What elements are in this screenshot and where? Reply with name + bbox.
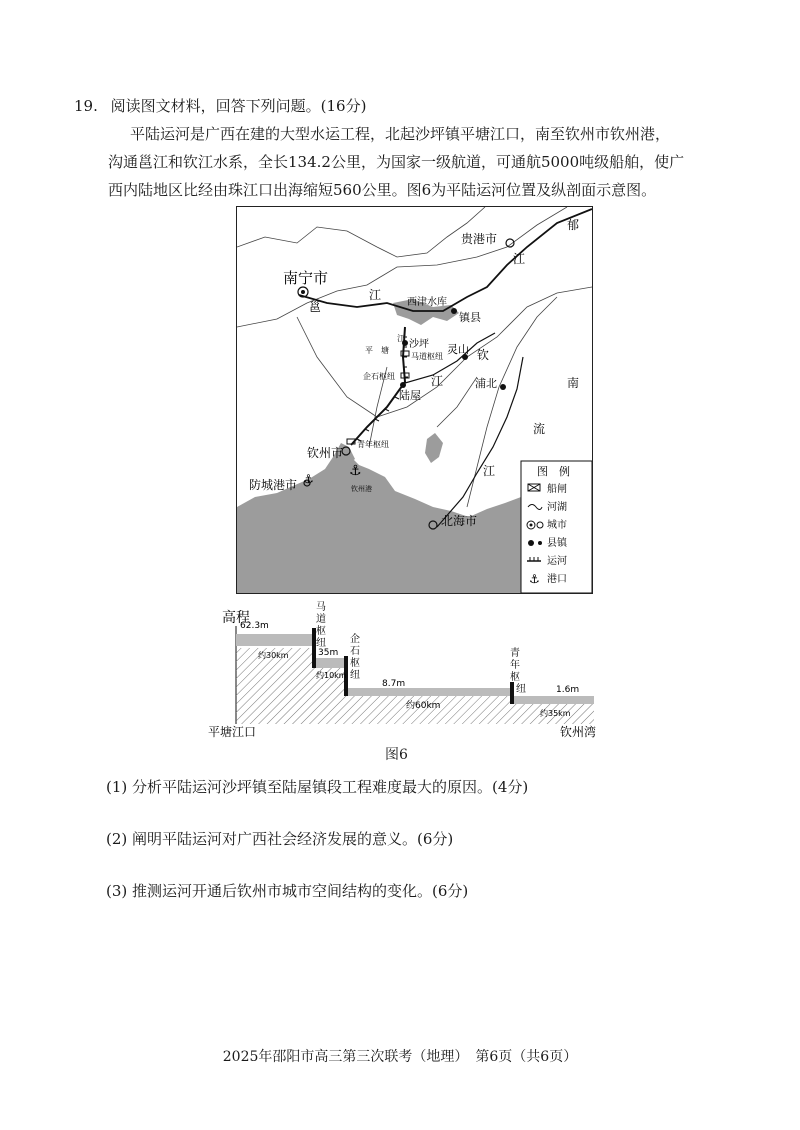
- legend-town-icon: [528, 540, 534, 546]
- qingnian-hub-label: 青年枢纽: [357, 440, 389, 449]
- qingnian-char-2: 年: [510, 660, 520, 671]
- madao-hub-label: 马道枢纽: [411, 352, 443, 361]
- legend-river-label: 河湖: [547, 502, 567, 513]
- legend-port-icon: ⚓: [529, 572, 540, 586]
- qishi-char-1: 企: [350, 634, 360, 645]
- figure-caption: 图6: [385, 747, 408, 763]
- dist-3: 约60km: [406, 701, 441, 711]
- fangchenggang-label: 防城港市: [249, 478, 298, 492]
- question-intro: 阅读图文材料，回答下列问题。(16分): [110, 97, 367, 115]
- guigang-label: 贵港市: [461, 232, 498, 246]
- port-anchor-icon: ⚓: [349, 463, 362, 479]
- tang-char: 塘: [381, 346, 389, 355]
- zhenxian-label: 镇县: [459, 311, 481, 324]
- yong-char: 邕: [309, 300, 322, 314]
- port-label: 钦州港: [351, 485, 372, 493]
- qingnian-wall: [510, 682, 514, 704]
- material-line-3: 西内陆地区比经由珠江口出海缩短560公里。图6为平陆运河位置及纵剖面示意图。: [108, 181, 657, 199]
- sub-question-3: (3) 推测运河开通后钦州市城市空间结构的变化。(6分): [106, 882, 469, 900]
- qishi-char-4: 纽: [350, 670, 360, 681]
- map-legend: [521, 461, 592, 593]
- fcg-anchor-icon: ⚓: [303, 472, 314, 486]
- water-step-4: [512, 696, 594, 704]
- ping-char: 平: [365, 346, 373, 355]
- legend-canal-label: 运河: [547, 556, 567, 567]
- elev-1: 62.3m: [240, 621, 269, 631]
- profile-svg: [206, 598, 606, 738]
- question-header: [74, 95, 366, 116]
- madao-char-3: 枢: [316, 626, 326, 637]
- pingtang-jiang-char: 江: [397, 334, 405, 343]
- nanliu-jiang-char: 江: [483, 464, 496, 478]
- lingshan-label: 灵山: [447, 343, 469, 356]
- canal-line: [351, 327, 405, 445]
- sub-question-2: (2) 阐明平陆运河对广西社会经济发展的意义。(6分): [106, 830, 454, 848]
- legend-port-label: 港口: [547, 574, 567, 585]
- location-map: [236, 206, 593, 594]
- material-line-2: 沟通邕江和钦江水系，全长134.2公里，为国家一级航道，可通航5000吨级船舶，使广: [108, 153, 685, 171]
- qingnian-char-4: 纽: [516, 684, 526, 695]
- yong-jiang-char: 江: [369, 288, 382, 302]
- dist-2: 约10km: [316, 671, 347, 680]
- water-step-3: [346, 688, 512, 696]
- qinzhou-label: 钦州市: [307, 446, 344, 460]
- pubei-marker: [500, 384, 506, 390]
- qishi-hub-label: 企石枢纽: [363, 372, 395, 381]
- elev-4: 1.6m: [556, 685, 580, 695]
- luwu-label: 陆屋: [399, 389, 421, 402]
- madao-char-4: 纽: [316, 638, 326, 649]
- nanning-label: 南宁市: [283, 269, 329, 287]
- beihai-label: 北海市: [441, 514, 478, 528]
- qin-jiang-char: 江: [431, 374, 444, 388]
- legend-city-label: 城市: [547, 520, 567, 531]
- qingnian-char-1: 青: [510, 648, 520, 659]
- pubei-label: 浦北: [475, 377, 497, 390]
- water-step-2: [314, 658, 346, 668]
- island: [425, 433, 443, 463]
- profile-start-label: 平塘江口: [208, 725, 257, 738]
- dist-4: 约35km: [540, 709, 571, 718]
- qishi-char-2: 石: [350, 646, 360, 657]
- page-footer: 2025年邵阳市高三第三次联考（地理） 第6页（共6页）: [222, 1049, 578, 1065]
- legend-town-label: 县镇: [547, 538, 567, 549]
- dist-1: 约30km: [258, 651, 289, 660]
- reservoir-label: 西津水库: [407, 297, 447, 308]
- question-number: 19.: [74, 97, 98, 115]
- qishi-char-3: 枢: [350, 658, 360, 669]
- nanliu-nan-char: 南: [567, 376, 580, 390]
- profile-ylabel: 高程: [222, 610, 250, 626]
- canal-profile: [206, 598, 606, 738]
- material-line-1: 平陆运河是广西在建的大型水运工程，北起沙坪镇平塘江口，南至钦州市钦州港，: [130, 125, 671, 143]
- legend-title: 图 例: [537, 465, 570, 478]
- map-svg: [237, 207, 592, 593]
- qin-char: 钦: [477, 348, 490, 362]
- water-step-1: [236, 634, 314, 646]
- madao-char-1: 马: [316, 602, 326, 613]
- madao-char-2: 道: [316, 614, 326, 625]
- elev-2: 35m: [318, 648, 339, 658]
- yu-jiang-char: 江: [513, 252, 526, 266]
- yu-char: 郁: [567, 218, 580, 232]
- nanliu-liu-char: 流: [533, 422, 546, 436]
- luwu-marker: [400, 382, 406, 388]
- shaping-label: 沙坪: [409, 339, 429, 350]
- profile-end-label: 钦州湾: [560, 725, 597, 738]
- qingnian-char-3: 枢: [510, 672, 520, 683]
- elev-3: 8.7m: [382, 679, 406, 689]
- yong-yu-river: [299, 209, 592, 311]
- zhenxian-marker: [451, 308, 457, 314]
- legend-lock-label: 船闸: [547, 484, 567, 495]
- sub-question-1: (1) 分析平陆运河沙坪镇至陆屋镇段工程难度最大的原因。(4分): [106, 778, 529, 796]
